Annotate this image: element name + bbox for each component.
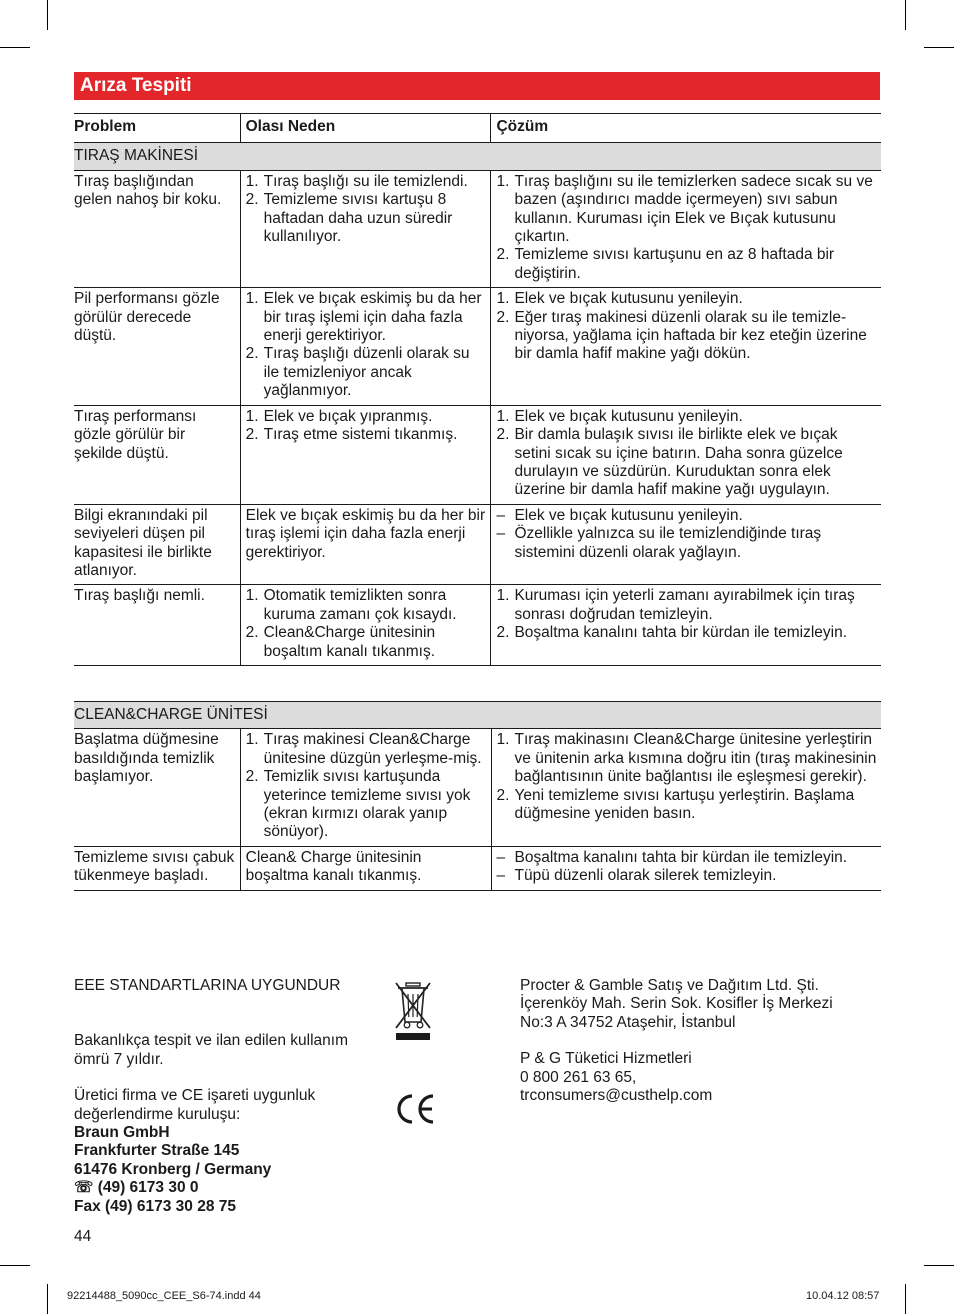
problem-cell: Tıraş başlığı nemli. — [74, 585, 240, 666]
solution-item: 1. Kuruması için yeterli zamanı ayırabilmek için tıraş sonrası doğrudan temizleyin. — [496, 587, 877, 624]
table-row — [74, 170, 881, 287]
manufacturer-street: Frankfurter Straße 145 — [74, 1142, 240, 1160]
solution-item: 1. Elek ve bıçak kutusunu yenileyin. — [496, 290, 877, 308]
section-label: TIRAŞ MAKİNESİ — [74, 143, 881, 170]
solution-item: 1. Elek ve bıçak kutusunu yenileyin. — [496, 408, 877, 426]
cause-list — [246, 290, 487, 400]
crop-mark — [905, 0, 906, 30]
solution-list — [496, 290, 877, 364]
table-row — [74, 729, 881, 846]
crop-mark — [47, 1284, 48, 1314]
cause-item: 1. Elek ve bıçak eskimiş bu da her bir tıraş işlemi için daha fazla enerji gerektiriyor. — [246, 290, 487, 345]
cause-item: 1. Tıraş makinesi Clean&Charge ünitesine düzgün yerleşme-miş. — [246, 731, 487, 768]
solution-item: 2. Boşaltma kanalını tahta bir kürdan ile temizleyin. — [496, 624, 877, 642]
problem-cell: Pil performansı gözle görülür derecede düştü. — [74, 288, 240, 405]
cause-cell — [240, 846, 491, 890]
problem-cell: Bilgi ekranındaki pil seviyeleri düşen pil kapasitesi ile birlikte atlanıyor. — [74, 504, 240, 585]
solution-item: – Boşaltma kanalını tahta bir kürdan ile temizleyin. — [497, 849, 877, 867]
solution-list — [497, 849, 877, 886]
cause-list — [246, 587, 487, 661]
ce-mark-icon — [392, 1091, 436, 1127]
problem-cell: Tıraş başlığından gelen nahoş bir koku. — [74, 170, 240, 287]
distributor-address-line-1: İçerenköy Mah. Serin Sok. Kosifler İş Merkezi — [520, 995, 833, 1013]
problem-cell: Başlatma düğmesine basıldığında temizlik başlamıyor. — [74, 729, 240, 846]
consumer-service-phone: 0 800 261 63 65, — [520, 1068, 637, 1086]
troubleshooting-table-shaver — [74, 113, 881, 666]
table-section-row — [74, 702, 881, 729]
solution-cell — [491, 846, 881, 890]
crop-mark — [0, 47, 30, 48]
table-row — [74, 504, 881, 585]
manufacturer-phone: ☏ (49) 6173 30 0 — [74, 1179, 199, 1197]
solution-list — [497, 731, 877, 823]
cause-item: 1. Tıraş başlığı su ile temizlendi. — [246, 173, 487, 191]
section-title: Arıza Tespiti — [74, 72, 880, 100]
cause-item: 2. Tıraş etme sistemi tıkanmış. — [246, 426, 487, 444]
solution-cell — [491, 170, 881, 287]
cause-cell — [240, 288, 491, 405]
crop-mark — [905, 1284, 906, 1314]
cause-item: 2. Temizleme sıvısı kartuşu 8 haftadan daha uzun süredir kullanılıyor. — [246, 191, 487, 246]
solution-item: 2. Eğer tıraş makinesi düzenli olarak su ile temizle-niyorsa, yağlama için haftada bir kez eteğin üzerine bir damla hafif makine yağı dökün. — [496, 309, 877, 364]
crop-mark — [924, 1265, 954, 1266]
table-section-row — [74, 143, 881, 170]
solution-list — [496, 173, 877, 283]
solution-list — [496, 507, 877, 562]
cause-list — [246, 408, 487, 445]
manufacturer-intro: Üretici firma ve CE işareti uygunluk değerlendirme kuruluşu: — [74, 1087, 316, 1123]
column-header-cause: Olası Neden — [240, 114, 491, 143]
footer-left — [74, 977, 374, 1216]
solution-item: – Elek ve bıçak kutusunu yenileyin. — [496, 507, 877, 525]
distributor-address-line-2: No:3 A 34752 Ataşehir, İstanbul — [520, 1013, 736, 1031]
table-row — [74, 288, 881, 405]
page-number: 44 — [74, 1228, 92, 1245]
problem-cell: Tıraş performansı gözle görülür bir şekilde düştü. — [74, 405, 240, 504]
cause-cell — [240, 405, 491, 504]
cause-cell — [240, 504, 491, 585]
solution-cell — [491, 585, 881, 666]
cause-cell — [240, 170, 491, 287]
solution-item: 2. Temizleme sıvısı kartuşunu en az 8 haftada bir değiştirin. — [496, 246, 877, 283]
cause-cell — [240, 729, 491, 846]
cause-item: 1. Elek ve bıçak yıpranmış. — [246, 408, 487, 426]
crop-mark — [924, 47, 954, 48]
cause-text: Clean& Charge ünitesinin boşaltma kanalı tıkanmış. — [245, 848, 422, 885]
solution-list — [496, 408, 877, 500]
solution-item: – Tüpü düzenli olarak silerek temizleyin. — [497, 867, 877, 885]
cause-item: 1. Otomatik temizlikten sonra kuruma zamanı çok kısaydı. — [246, 587, 487, 624]
cause-cell — [240, 585, 491, 666]
cause-list — [246, 731, 487, 841]
solution-cell — [491, 504, 881, 585]
solution-list — [496, 587, 877, 642]
distributor-name: Procter & Gamble Satış ve Dağıtım Ltd. Şti. — [520, 977, 819, 994]
cause-text: Elek ve bıçak eskimiş bu da her bir tıraş işlemi için daha fazla enerji gerektiriyor. — [245, 506, 486, 561]
footer-right — [520, 977, 880, 1105]
solution-item: 2. Yeni temizleme sıvısı kartuşu yerleştirin. Başlama düğmesine yeniden basın. — [497, 787, 877, 824]
section-label: CLEAN&CHARGE ÜNİTESİ — [74, 702, 881, 729]
solution-item: 1. Tıraş makinasını Clean&Charge ünitesine yerleştirin ve ünitenin arka kısmına doğru itin (tıraş makinesinin bağlantısının ünite bağlantısı ile eşleşmesi gerekir). — [497, 731, 877, 786]
manufacturer-city: 61476 Kronberg / Germany — [74, 1160, 272, 1178]
cause-list — [246, 173, 487, 247]
column-header-solution: Çözüm — [491, 114, 881, 143]
cause-item: 2. Temizlik sıvısı kartuşunda yeterince temizleme sıvısı yok (ekran kırmızı olarak yanıp sönüyor). — [246, 768, 487, 842]
print-slug-file: 92214488_5090cc_CEE_S6-74.indd 44 — [67, 1290, 261, 1302]
table-row — [74, 405, 881, 504]
eee-compliance-text: EEE STANDARTLARINA UYGUNDUR — [74, 977, 341, 994]
solution-cell — [491, 729, 881, 846]
weee-bin-icon — [392, 980, 434, 1042]
lifetime-text: Bakanlıkça tespit ve ilan edilen kullanım ömrü 7 yıldır. — [74, 1032, 348, 1068]
solution-cell — [491, 288, 881, 405]
consumer-service-email: trconsumers@custhelp.com — [520, 1087, 713, 1105]
cause-item: 2. Tıraş başlığı düzenli olarak su ile temizleniyor ancak yağlanmıyor. — [246, 345, 487, 400]
troubleshooting-table-clean-charge — [74, 701, 881, 891]
solution-item: 1. Tıraş başlığını su ile temizlerken sadece sıcak su ve bazen (aşındırıcı madde içermeyen) sıvı sabun kullanın. Kuruması için Elek ve Bıçak kutusunu çıkartın. — [496, 173, 877, 247]
solution-cell — [491, 405, 881, 504]
crop-mark — [0, 1265, 30, 1266]
problem-cell: Temizleme sıvısı çabuk tükenmeye başladı. — [74, 846, 240, 890]
print-slug-date: 10.04.12 08:57 — [806, 1290, 880, 1302]
consumer-service-title: P & G Tüketici Hizmetleri — [520, 1050, 692, 1068]
table-header-row — [74, 114, 881, 143]
table-row — [74, 846, 881, 890]
crop-mark — [47, 0, 48, 30]
cause-item: 2. Clean&Charge ünitesinin boşaltım kanalı tıkanmış. — [246, 624, 487, 661]
table-row — [74, 585, 881, 666]
solution-item: 2. Bir damla bulaşık sıvısı ile birlikte elek ve bıçak setini sıcak su içine batırın. Daha sonra güzelce durulayın ve süzdürün. Kuruduktan sonra elek üzerine bir damla hafif makine yağı uygulayın. — [496, 426, 877, 500]
manufacturer-name: Braun GmbH — [74, 1124, 170, 1142]
column-header-problem: Problem — [74, 114, 240, 143]
solution-item: – Özellikle yalnızca su ile temizlendiğinde tıraş sistemini düzenli olarak yağlayın. — [496, 525, 877, 562]
manufacturer-fax: Fax (49) 6173 30 28 75 — [74, 1197, 237, 1215]
